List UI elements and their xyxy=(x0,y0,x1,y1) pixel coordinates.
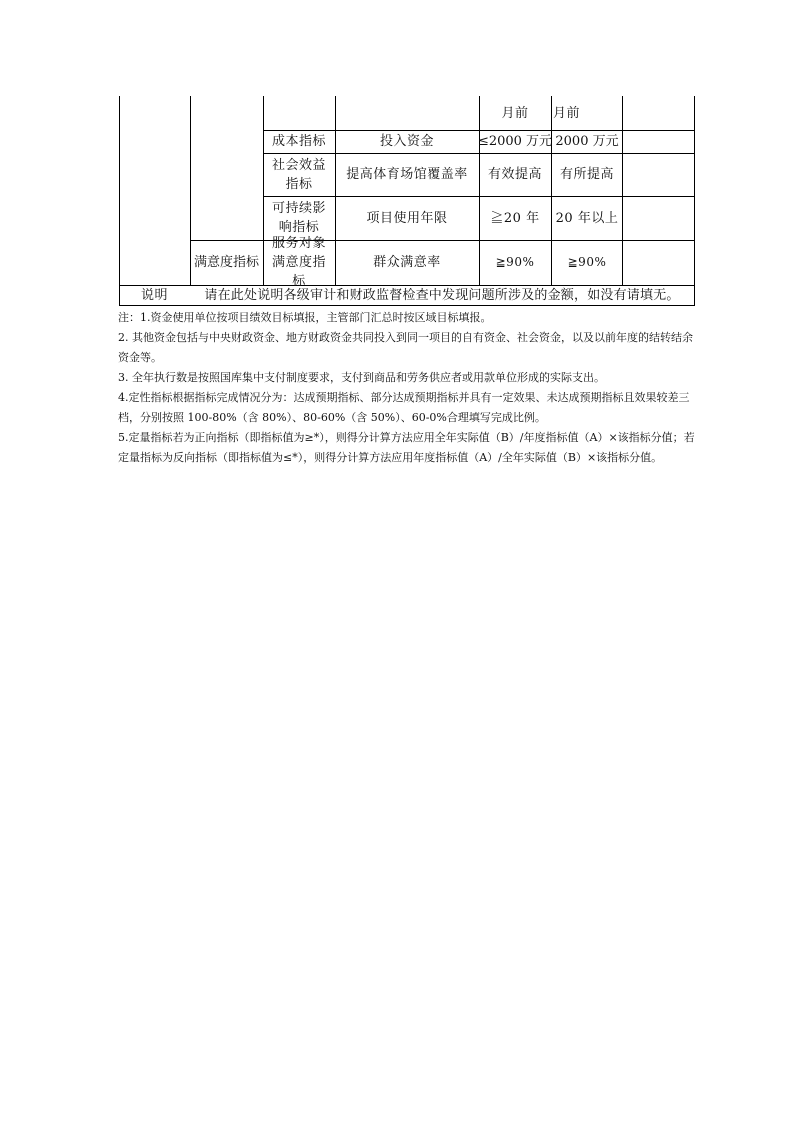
indicator-name-cell: 提高体育场馆覆盖率 xyxy=(346,167,468,182)
category-cell: 满意度指标 xyxy=(193,255,259,270)
table-border-left xyxy=(119,96,120,306)
actual-cell: 20 年以上 xyxy=(555,210,619,226)
standard-cell: ≤2000 万元 xyxy=(477,134,553,149)
sub-indicator-cell: 可持续影响指标 xyxy=(271,201,326,235)
standard-cell: ≧20 年 xyxy=(490,210,540,226)
footnote-item: 3. 全年执行数是按照国库集中支付制度要求，支付到商品和劳务供应者或用款单位形成的实际支出。 xyxy=(118,371,605,384)
standard-cell: ≧90% xyxy=(495,255,535,269)
description-label: 说明 xyxy=(140,287,168,303)
indicator-name-cell: 项目使用年限 xyxy=(366,210,448,226)
table-border-right xyxy=(694,96,695,306)
standard-cell: 有效提高 xyxy=(487,167,542,182)
actual-cell: 有所提高 xyxy=(559,167,614,182)
footnotes xyxy=(118,308,698,468)
footnote-item: 注：1.资金使用单位按项目绩效目标填报，主管部门汇总时按区域目标填报。 xyxy=(118,311,492,324)
actual-cell: 月前 xyxy=(553,105,581,121)
description-text: 请在此处说明各级审计和财政监督检查中发现问题所涉及的金额，如没有请填无。 xyxy=(204,287,680,303)
actual-cell: 2000 万元 xyxy=(555,134,619,149)
sub-indicator-cell: 成本指标 xyxy=(271,134,326,149)
indicator-name-cell: 投入资金 xyxy=(379,134,434,149)
footnote-item: 4.定性指标根据指标完成情况分为：达成预期指标、部分达成预期指标并具有一定效果、未达成预期指标且效果较差三档，分别按照 100-80%（含 80%）、80-60%（含 50%）、60-0%合理填写完成比例。 xyxy=(118,391,690,424)
footnote-item: 5.定量指标若为正向指标（即指标值为≥*），则得分计算方法应用全年实际值（B）/年度指标值（A）×该指标分值；若定量指标为反向指标（即指标值为≤*），则得分计算方法应用年度指标值（A）/全年实际值（B）×该指标分值。 xyxy=(118,431,695,464)
standard-cell: 月前 xyxy=(501,105,529,121)
actual-cell: ≧90% xyxy=(567,255,607,269)
table-border-bottom xyxy=(119,305,694,306)
footnote-item: 2. 其他资金包括与中央财政资金、地方财政资金共同投入到同一项目的自有资金、社会资金，以及以前年度的结转结余资金等。 xyxy=(118,331,693,364)
sub-indicator-cell: 服务对象满意度指标 xyxy=(271,236,326,289)
sub-indicator-cell: 社会效益指标 xyxy=(271,157,326,192)
indicator-name-cell: 群众满意率 xyxy=(373,255,441,270)
